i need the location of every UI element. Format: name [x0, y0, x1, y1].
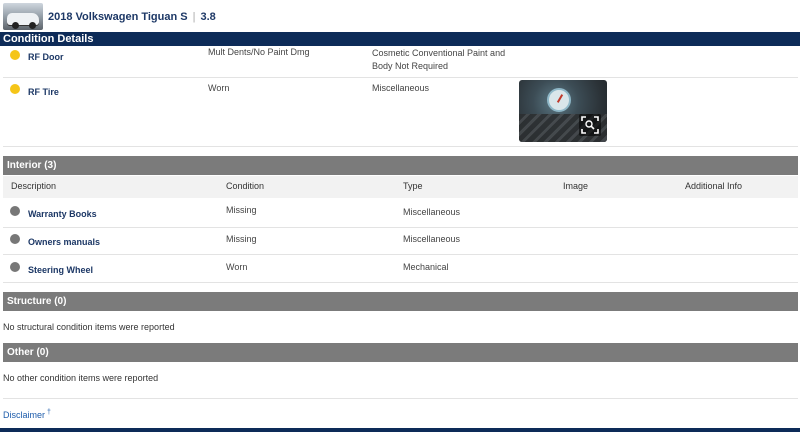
condition-cell: Missing	[226, 205, 257, 215]
disclaimer-mark: †	[47, 409, 51, 416]
row-divider	[3, 254, 798, 255]
condition-cell: Missing	[226, 234, 257, 244]
title-separator: |	[192, 11, 196, 23]
row-divider	[3, 282, 798, 283]
row-divider	[3, 146, 798, 147]
disclaimer-label: Disclaimer	[3, 410, 46, 420]
item-rf-door[interactable]: RF Door	[28, 52, 64, 62]
wheel-icon	[29, 22, 36, 29]
footer-bar	[0, 428, 800, 432]
interior-section-header[interactable]: Interior (3)	[3, 156, 798, 175]
tire-gauge-image	[547, 88, 571, 112]
wheel-icon	[12, 22, 19, 29]
damage-photo[interactable]	[519, 80, 607, 142]
status-dot-icon	[10, 84, 20, 94]
structure-section-header[interactable]: Structure (0)	[3, 292, 798, 311]
type-cell: Mechanical	[403, 262, 449, 272]
column-image: Image	[563, 181, 589, 191]
type-cell: Miscellaneous	[403, 234, 461, 244]
section-divider	[3, 398, 798, 399]
other-section-header[interactable]: Other (0)	[3, 343, 798, 362]
item-owners-manuals[interactable]: Owners manuals	[28, 237, 101, 247]
zoom-icon	[579, 114, 601, 136]
zoom-button[interactable]	[579, 114, 601, 136]
status-dot-icon	[10, 262, 20, 272]
vehicle-thumbnail[interactable]	[3, 3, 43, 30]
condition-details-bar: Condition Details	[0, 32, 800, 46]
vehicle-header	[0, 0, 800, 32]
vehicle-title	[48, 11, 216, 23]
type-cell: Miscellaneous	[403, 207, 461, 217]
vehicle-name: 2018 Volkswagen Tiguan S	[48, 11, 188, 23]
type-cell: Body Not Required	[372, 61, 449, 71]
interior-column-headers	[3, 176, 798, 198]
column-condition: Condition	[226, 181, 265, 191]
item-steering-wheel[interactable]: Steering Wheel	[28, 265, 94, 275]
other-empty-message: No other condition items were reported	[3, 373, 159, 383]
condition-cell: Mult Dents/No Paint Dmg	[208, 47, 310, 57]
row-divider	[3, 227, 798, 228]
type-cell: Cosmetic Conventional Paint and	[372, 48, 506, 58]
type-cell: Miscellaneous	[372, 83, 430, 93]
row-divider	[3, 77, 798, 78]
column-description: Description	[11, 181, 57, 191]
item-warranty-books[interactable]: Warranty Books	[28, 209, 97, 219]
condition-cell: Worn	[208, 83, 230, 93]
structure-empty-message: No structural condition items were reported	[3, 322, 175, 332]
status-dot-icon	[10, 206, 20, 216]
column-additional-info: Additional Info	[685, 181, 743, 191]
status-dot-icon	[10, 234, 20, 244]
status-dot-icon	[10, 50, 20, 60]
condition-cell: Worn	[226, 262, 248, 272]
item-rf-tire[interactable]: RF Tire	[28, 87, 59, 97]
vehicle-grade: 3.8	[200, 11, 216, 23]
disclaimer-link[interactable]	[3, 409, 51, 420]
column-type: Type	[403, 181, 423, 191]
